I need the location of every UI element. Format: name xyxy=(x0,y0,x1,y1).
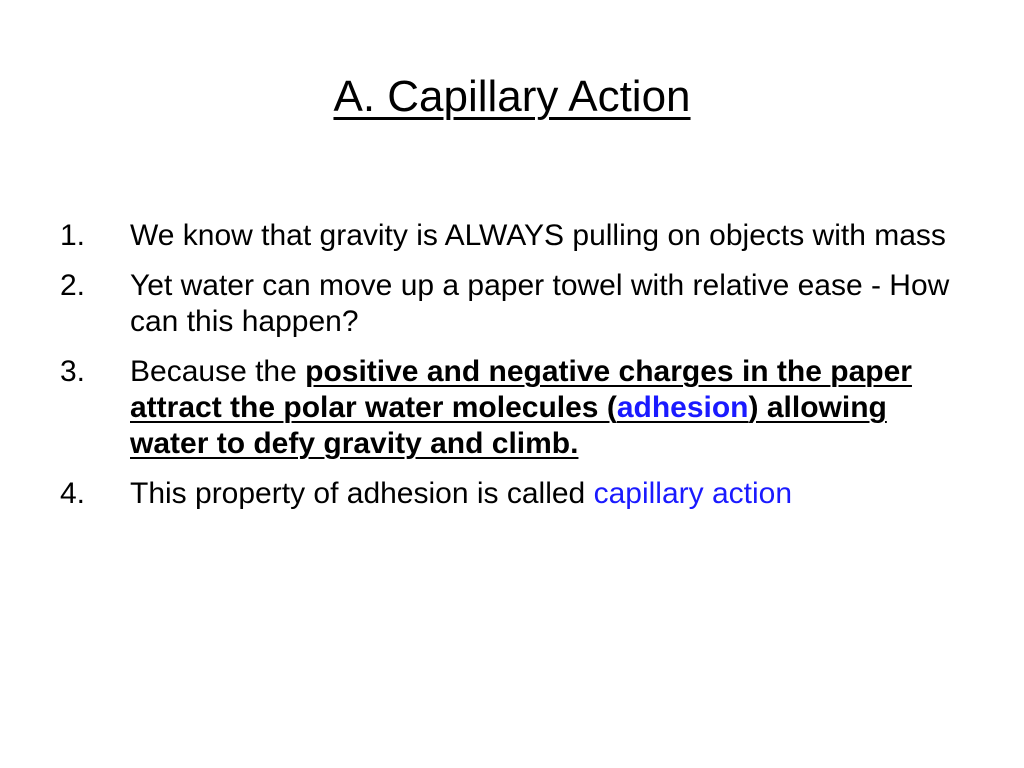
list-item-1 xyxy=(60,218,960,254)
list-item-text: We know that gravity is ALWAYS pulling on objects with mass xyxy=(130,219,946,252)
list-number: 4. xyxy=(60,477,86,510)
slide-title xyxy=(0,68,1024,126)
list-item-3 xyxy=(60,354,960,462)
emphasized-text-part2: ) allowing water to defy gravity and climb. xyxy=(130,391,887,460)
list-number: 3. xyxy=(60,355,86,388)
list-item-2 xyxy=(60,268,960,340)
adhesion-term: adhesion xyxy=(616,391,749,424)
capillary-action-term: capillary action xyxy=(593,477,793,510)
list-item-text-intro: Because the xyxy=(130,355,306,388)
numbered-list xyxy=(60,218,960,526)
list-item-text-intro: This property of adhesion is called xyxy=(130,477,594,510)
emphasized-text-part1: positive and negative charges in the paper attract the polar water molecules ( xyxy=(130,355,912,424)
list-number: 2. xyxy=(60,269,86,302)
list-item-4 xyxy=(60,476,960,512)
list-number: 1. xyxy=(60,219,86,252)
slide-title-text: A. Capillary Action xyxy=(333,72,691,121)
list-item-text: Yet water can move up a paper towel with relative ease - How can this happen? xyxy=(130,269,950,338)
